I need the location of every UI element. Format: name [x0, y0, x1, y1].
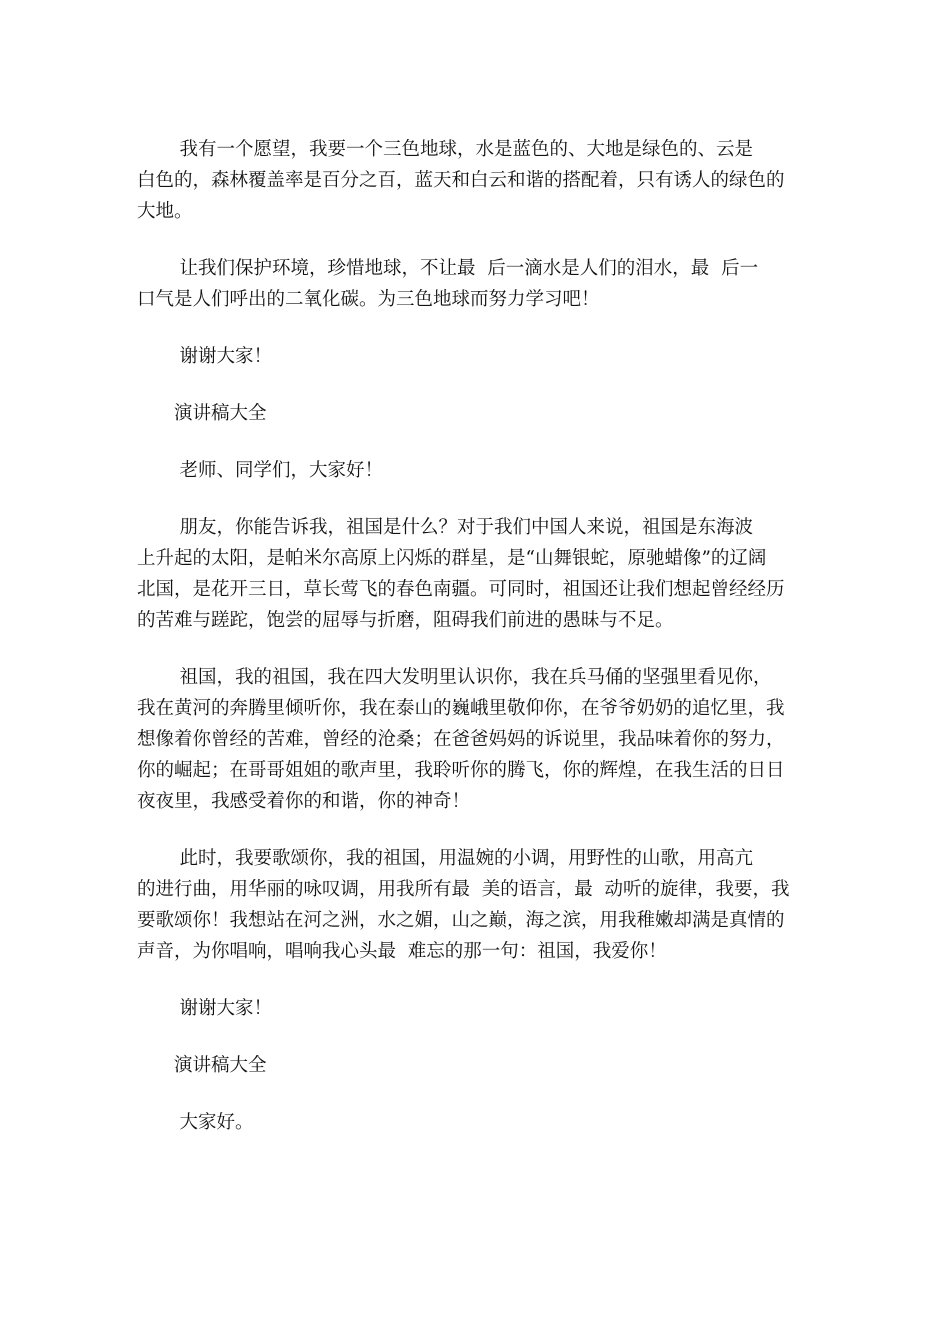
heading-text: 演讲稿大全 [174, 1055, 267, 1076]
paragraph-line: 我在黄河的奔腾里倾听你，我在泰山的巍峨里敬仰你，在爷爷奶奶的追忆里，我 [137, 698, 785, 719]
paragraph-line: 此时，我要歌颂你，我的祖国，用温婉的小调，用野性的山歌，用高亢 [179, 848, 754, 869]
paragraph-line: 口气是人们呼出的二氧化碳。为三色地球而努力学习吧！ [137, 289, 600, 310]
paragraph-line: 让我们保护环境，珍惜地球，不让最 后一滴水是人们的泪水，最 后一 [179, 258, 759, 279]
paragraph-line: 我有一个愿望，我要一个三色地球，水是蓝色的、大地是绿色的、云是 [179, 139, 754, 160]
paragraph-line: 谢谢大家！ [179, 346, 273, 367]
paragraph-line: 的苦难与蹉跎，饱尝的屈辱与折磨，阻碍我们前进的愚昧与不足。 [137, 610, 674, 631]
paragraph-wish [137, 134, 809, 227]
document-body [137, 134, 809, 1164]
paragraph-line: 上升起的太阳，是帕米尔高原上闪烁的群星，是“山舞银蛇，原驰蜡像”的辽阔 [137, 548, 767, 569]
paragraph-line: 祖国，我的祖国，我在四大发明里认识你，我在兵马俑的坚强里看见你， [179, 667, 772, 688]
paragraph-line: 老师、同学们，大家好！ [179, 460, 384, 481]
paragraph-line: 要歌颂你！我想站在河之洲，水之媚，山之巅，海之滨，用我稚嫩却满是真情的 [137, 910, 785, 931]
paragraph-protect-earth [137, 253, 809, 315]
paragraph-line: 的进行曲，用华丽的咏叹调，用我所有最 美的语言，最 动听的旋律，我要，我 [137, 879, 790, 900]
paragraph-line: 白色的，森林覆盖率是百分之百，蓝天和白云和谐的搭配着，只有诱人的绿色的 [137, 170, 785, 191]
paragraph-line: 谢谢大家！ [179, 998, 273, 1019]
paragraph-thanks [137, 341, 809, 372]
section-heading-2 [137, 1050, 809, 1081]
paragraph-line: 你的崛起；在哥哥姐姐的歌声里，我聆听你的腾飞，你的辉煌，在我生活的日日 [137, 760, 785, 781]
paragraph-line: 朋友，你能告诉我，祖国是什么？对于我们中国人来说，祖国是东海波 [179, 517, 754, 538]
paragraph-line: 想像着你曾经的苦难，曾经的沧桑；在爸爸妈妈的诉说里，我品味着你的努力， [137, 729, 785, 750]
paragraph-line: 声音，为你唱响，唱响我心头最 难忘的那一句：祖国，我爱你！ [137, 941, 667, 962]
heading-text: 演讲稿大全 [174, 403, 267, 424]
paragraph-motherland-question [137, 512, 809, 636]
paragraph-motherland-know [137, 662, 809, 817]
paragraph-line: 北国，是花开三日，草长莺飞的春色南疆。可同时，祖国还让我们想起曾经经历 [137, 579, 785, 600]
paragraph-greeting [137, 455, 809, 486]
paragraph-line: 夜夜里，我感受着你的和谐，你的神奇！ [137, 791, 471, 812]
paragraph-line: 大地。 [137, 201, 193, 222]
paragraph-praise [137, 843, 809, 967]
paragraph-line: 大家好。 [179, 1112, 254, 1133]
paragraph-thanks-2 [137, 993, 809, 1024]
section-heading [137, 398, 809, 429]
paragraph-hello [137, 1107, 809, 1138]
